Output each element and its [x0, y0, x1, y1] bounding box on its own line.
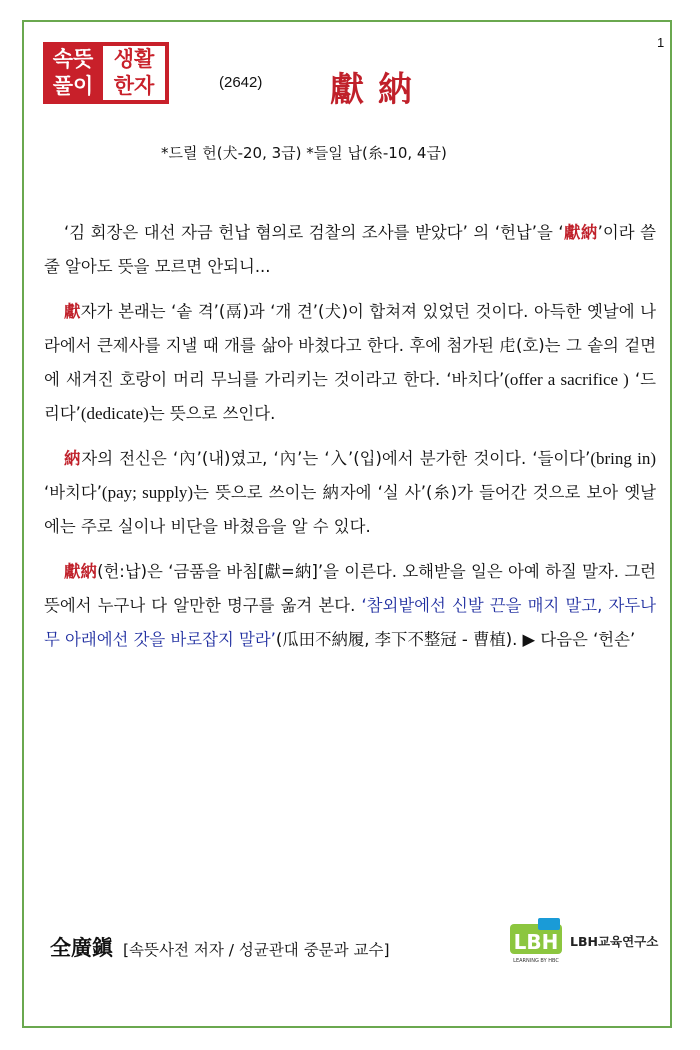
page-title: 獻納	[330, 70, 426, 110]
text: ’이라 쓸 줄 알아도 뜻을 모르면 안되니...	[44, 223, 657, 276]
text: (瓜田不納履, 李下不整冠 - 曹植). ▶ 다음은 ‘헌손’	[275, 630, 636, 649]
character-info: *드릴 헌(犬-20, 3급) *들일 납(糸-10, 4급)	[161, 144, 447, 162]
lbh-small-text: LEARNING BY HBC	[513, 958, 559, 964]
paragraph	[44, 555, 656, 657]
logo-right	[103, 46, 165, 100]
logo-text: 속뜻	[52, 47, 94, 71]
logo-text: 풀이	[52, 74, 94, 98]
english-gloss: (bring in)	[590, 449, 656, 468]
lbh-name: LBH교육연구소	[570, 934, 659, 949]
text: 는 뜻으로 쓰인다.	[148, 404, 276, 423]
paragraph	[44, 216, 656, 284]
text: (헌:납)은 ‘금품을 바침[獻=納]’을 이른다. 오해받을 일은 아예 하질 말자. 그런 뜻에서 누구나 다 알만한 명구를 옮겨 본다.	[44, 562, 656, 615]
text: ‘김 회장은 대선 자금 헌납 혐의로 검찰의 조사를 받았다’ 의 ‘헌납’을 ‘	[64, 223, 564, 242]
entry-code: (2642)	[219, 74, 263, 91]
english-gloss: (pay; supply)	[101, 483, 194, 502]
hanja-highlight: 獻	[64, 302, 81, 321]
english-gloss: (dedicate)	[80, 404, 149, 423]
author-credit	[50, 932, 390, 962]
hanja-highlight: 獻納	[563, 223, 598, 242]
lbh-letters: LBH	[513, 930, 559, 954]
logo-text: 생활	[113, 47, 155, 71]
author-description: [속뜻사전 저자 / 성균관대 중문과 교수]	[123, 941, 390, 959]
lbh-logo-icon	[508, 918, 564, 964]
lbh-logo	[508, 918, 658, 964]
hanja-highlight: 納	[64, 449, 82, 468]
text: ‘드리다’	[44, 370, 656, 423]
logo-left	[47, 46, 99, 100]
text: ‘바치다’	[44, 483, 102, 502]
text: 자가 본래는 ‘솥 격’(鬲)과 ‘개 견’(犬)이 합쳐져 있었던 것이다. 아득한 옛날에 나라에서 큰제사를 지낼 때 개를 삶아 바쳤다고 한다. 후에 첨가된 虍(호)는 그 솥의 겉면에 새겨진 호랑이 머리 무늬를 가리키는 것이라고 한다. ‘바치다’	[44, 302, 656, 389]
page-number: 1	[657, 35, 665, 50]
paragraph	[44, 295, 656, 431]
quote: ‘참외밭에선 신발 끈을 매지 말고, 자두나무 아래에선 갓을 바로잡지 말라’	[44, 596, 656, 649]
author-name: 全廣鎭	[50, 935, 113, 960]
text: 자의 전신은 ‘內’(내)였고, ‘內’는 ‘入’(입)에서 분가한 것이다. ‘들이다’	[81, 449, 591, 468]
lbh-logo-mark	[508, 918, 564, 964]
hanja-highlight: 獻納	[64, 562, 98, 581]
logo	[43, 42, 169, 104]
logo-text: 한자	[113, 74, 155, 98]
text: 는 뜻으로 쓰이는 納자에 ‘실 사’(糸)가 들어간 것으로 보아 옛날에는 주로 실이나 비단을 바쳤음을 알 수 있다.	[44, 483, 656, 536]
article-body	[44, 216, 656, 668]
paragraph	[44, 442, 656, 544]
english-gloss: (offer a sacrifice )	[504, 370, 629, 389]
